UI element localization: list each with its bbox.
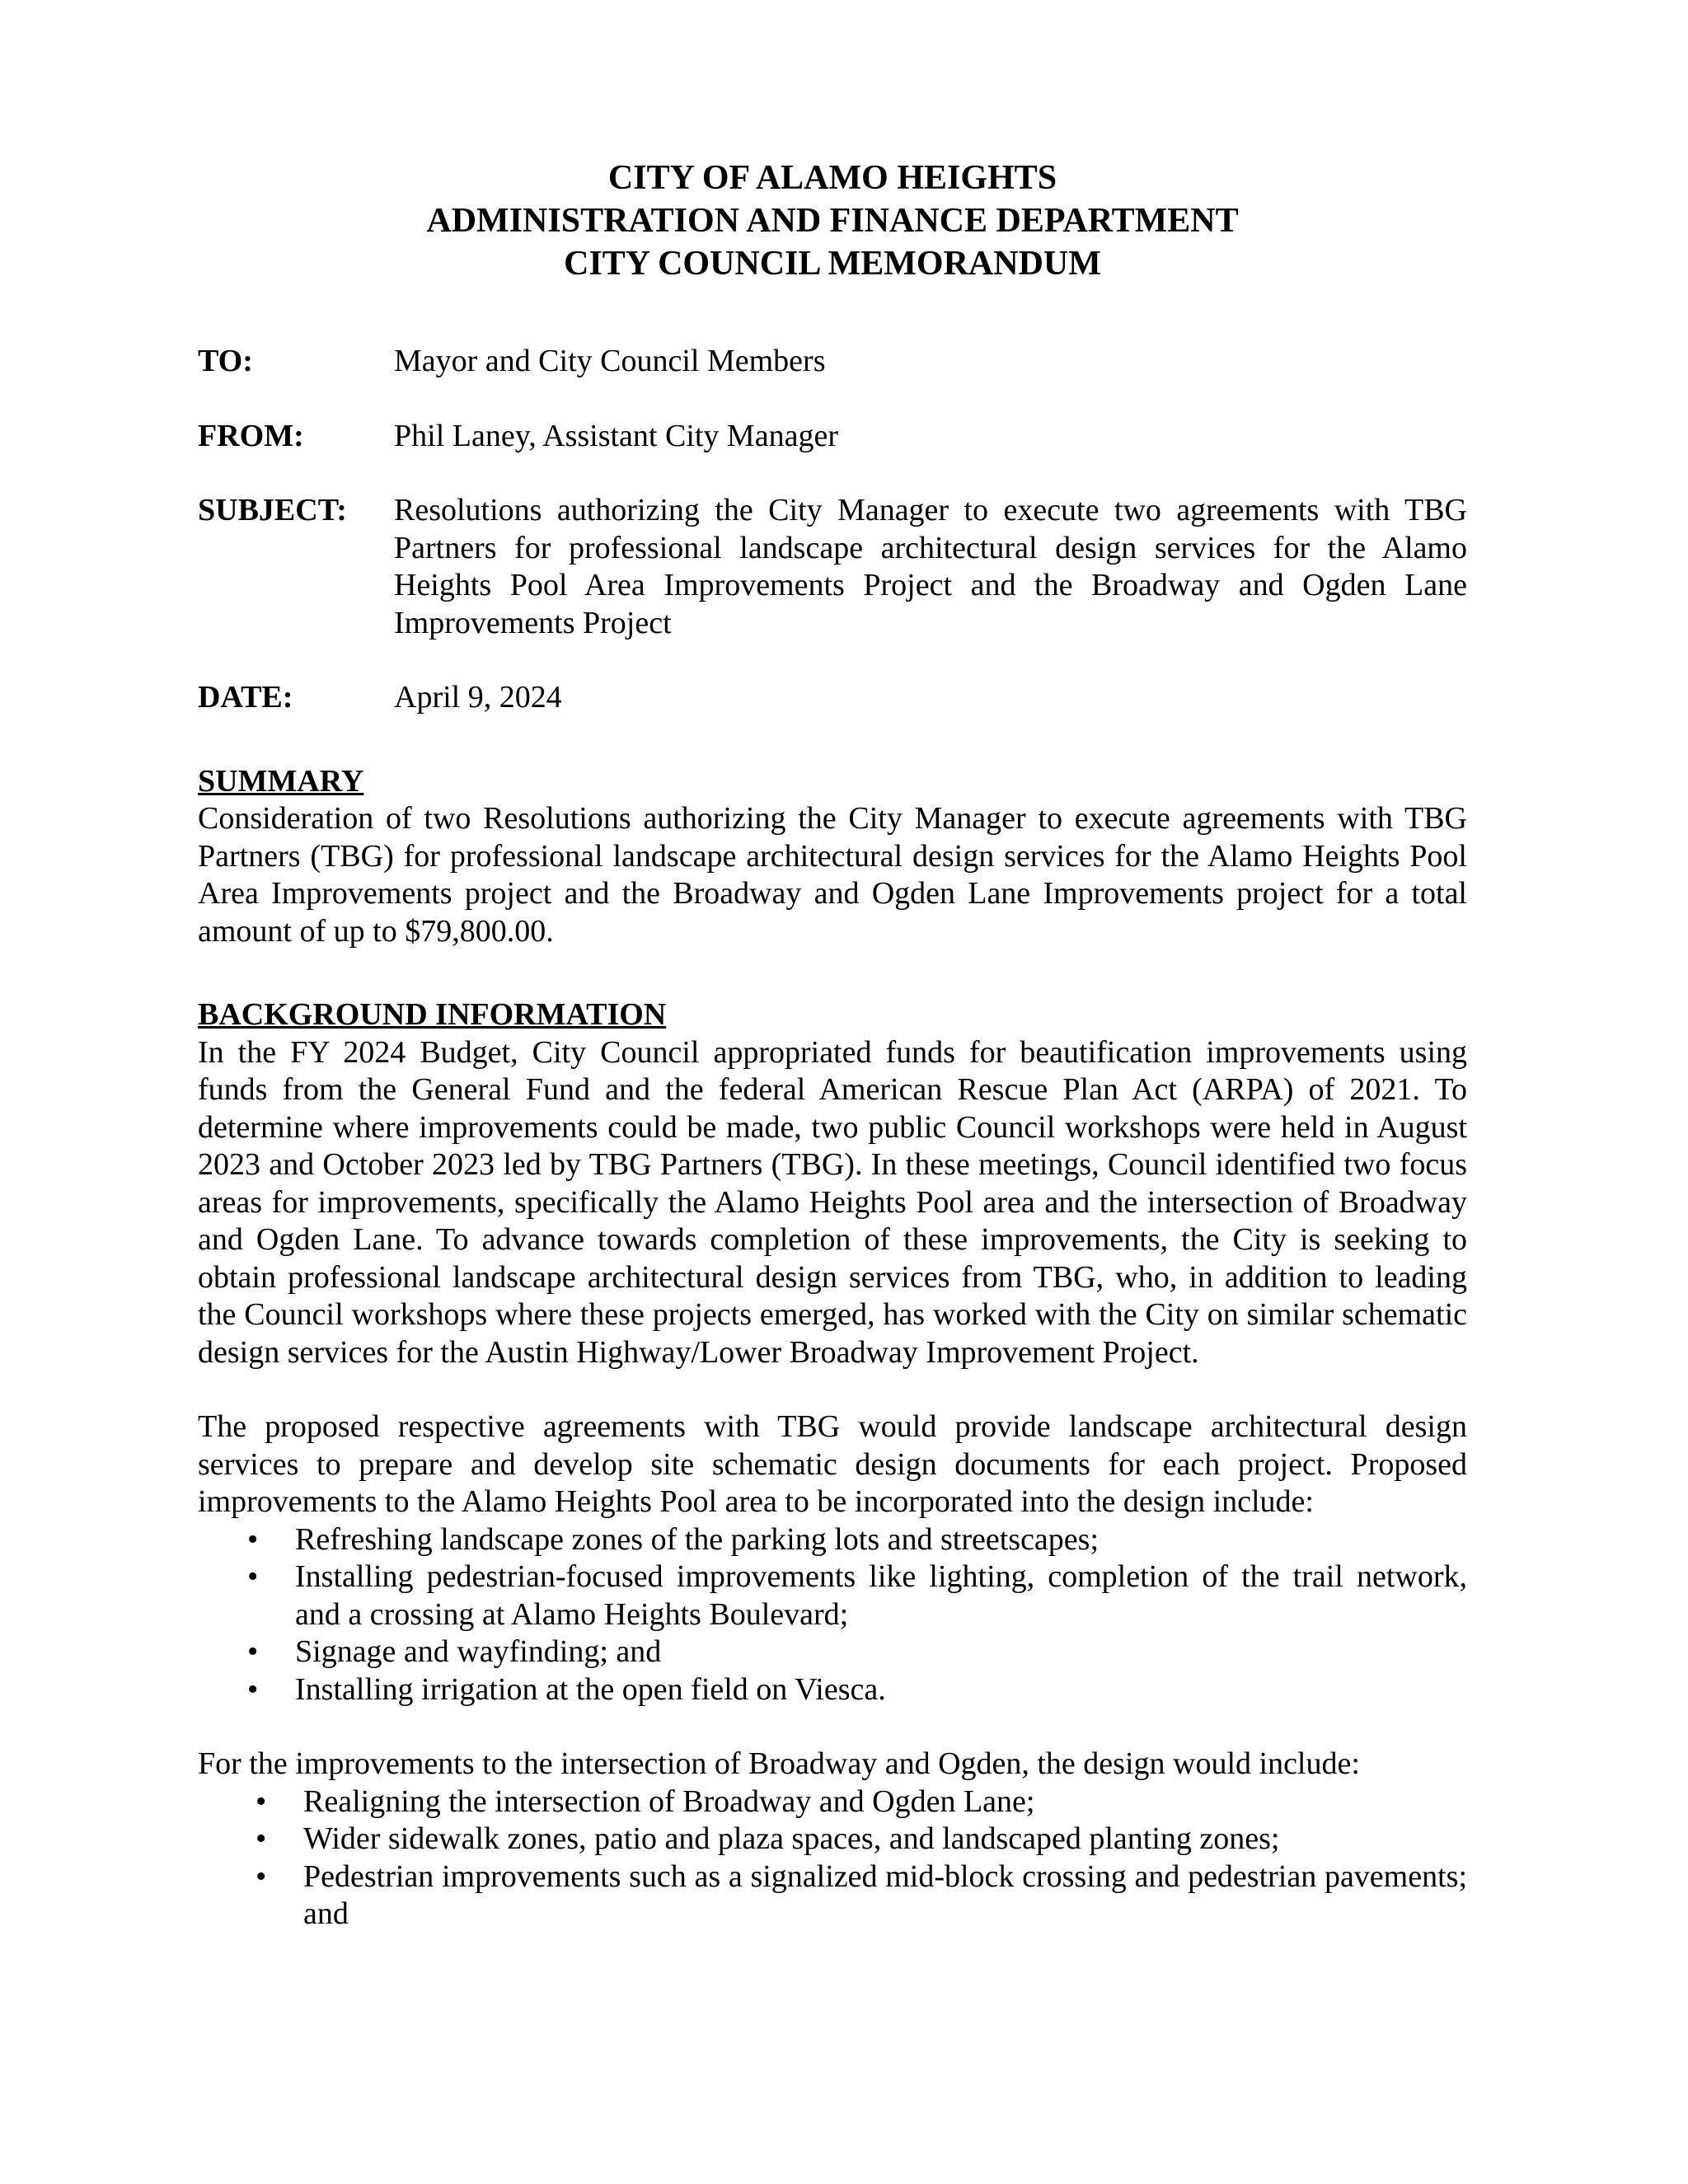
subject-value: Resolutions authorizing the City Manager to execute two agreements with TBG Partners for professional landscape architectural design services for the Alamo Heights Pool Area Improvements Project and the Broadway and Ogden Lane Improvements Project <box>394 493 1467 640</box>
header-memo-type: CITY COUNCIL MEMORANDUM <box>564 245 1101 283</box>
header-department: ADMINISTRATION AND FINANCE DEPARTMENT <box>426 202 1239 240</box>
bullet-icon: • <box>256 1783 267 1819</box>
bullet-icon: • <box>256 1821 267 1856</box>
header-city-name: CITY OF ALAMO HEIGHTS <box>607 159 1057 197</box>
date-value: April 9, 2024 <box>394 680 562 715</box>
background-paragraph-1: In the FY 2024 Budget, City Council appropriated funds for beautification improvements using funds from the General Fund and the federal American Rescue Plan Act (ARPA) of 2021. To determine where improvements could be made, two public Council workshops were held in August 2023 and October 2023 led by TBG Partners (TBG). In these meetings, Council identified two focus areas for improvements, specifically the Alamo Heights Pool area and the intersection of Broadway and Ogden Lane. To advance towards completion of these improvements, the City is seeking to obtain professional landscape architectural design services from TBG, who, in addition to leading the Council workshops where these projects emerged, has worked with the City on similar schematic design services for the Austin Highway/Lower Broadway Improvement Project. <box>198 1034 1467 1370</box>
broadway-improvements-list <box>198 1783 1467 1933</box>
list-item: • Wider sidewalk zones, patio and plaza spaces, and landscaped planting zones; <box>198 1821 1467 1858</box>
memo-page <box>198 157 1467 1933</box>
subject-field <box>198 492 1467 642</box>
bullet-icon: • <box>247 1634 259 1669</box>
list-item: • Signage and wayfinding; and <box>198 1633 1467 1671</box>
background-paragraph-2: The proposed respective agreements with TBG would provide landscape architectural design services to prepare and develop site schematic design documents for each project. Proposed improvements to the Alamo Heights Pool area to be incorporated into the design include: <box>198 1409 1467 1519</box>
from-field <box>198 418 1467 456</box>
pool-improvements-list <box>198 1521 1467 1709</box>
to-label: TO: <box>198 344 253 378</box>
summary-heading: SUMMARY <box>198 763 364 799</box>
list-item: • Refreshing landscape zones of the parking lots and streetscapes; <box>198 1521 1467 1559</box>
from-value: Phil Laney, Assistant City Manager <box>394 418 838 453</box>
subject-label: SUBJECT: <box>198 493 347 527</box>
to-value: Mayor and City Council Members <box>394 344 826 378</box>
list-item: • Installing irrigation at the open field on Viesca. <box>198 1671 1467 1709</box>
to-field <box>198 343 1467 381</box>
list-item: • Realigning the intersection of Broadway and Ogden Lane; <box>198 1783 1467 1821</box>
bullet-icon: • <box>247 1559 259 1594</box>
bullet-icon: • <box>256 1858 267 1894</box>
summary-paragraph: Consideration of two Resolutions authorizing the City Manager to execute agreements with TBG Partners (TBG) for professional landscape architectural design services for the Alamo Heights Pool Area Improvements project and the Broadway and Ogden Lane Improvements project for a total amount of up to $79,800.00. <box>198 801 1467 949</box>
memo-header <box>198 157 1467 285</box>
list-item: • Installing pedestrian-focused improvements like lighting, completion of the trail network, and a crossing at Alamo Heights Boulevard; <box>247 1559 1467 1632</box>
bullet-icon: • <box>247 1521 259 1557</box>
from-label: FROM: <box>198 418 304 453</box>
background-paragraph-3: For the improvements to the intersection of Broadway and Ogden, the design would include: <box>198 1746 1360 1781</box>
date-label: DATE: <box>198 680 293 715</box>
background-heading: BACKGROUND INFORMATION <box>198 997 667 1032</box>
date-field <box>198 679 1467 717</box>
list-item: • Pedestrian improvements such as a signalized mid-block crossing and pedestrian pavements; and <box>256 1858 1467 1931</box>
bullet-icon: • <box>247 1671 259 1707</box>
